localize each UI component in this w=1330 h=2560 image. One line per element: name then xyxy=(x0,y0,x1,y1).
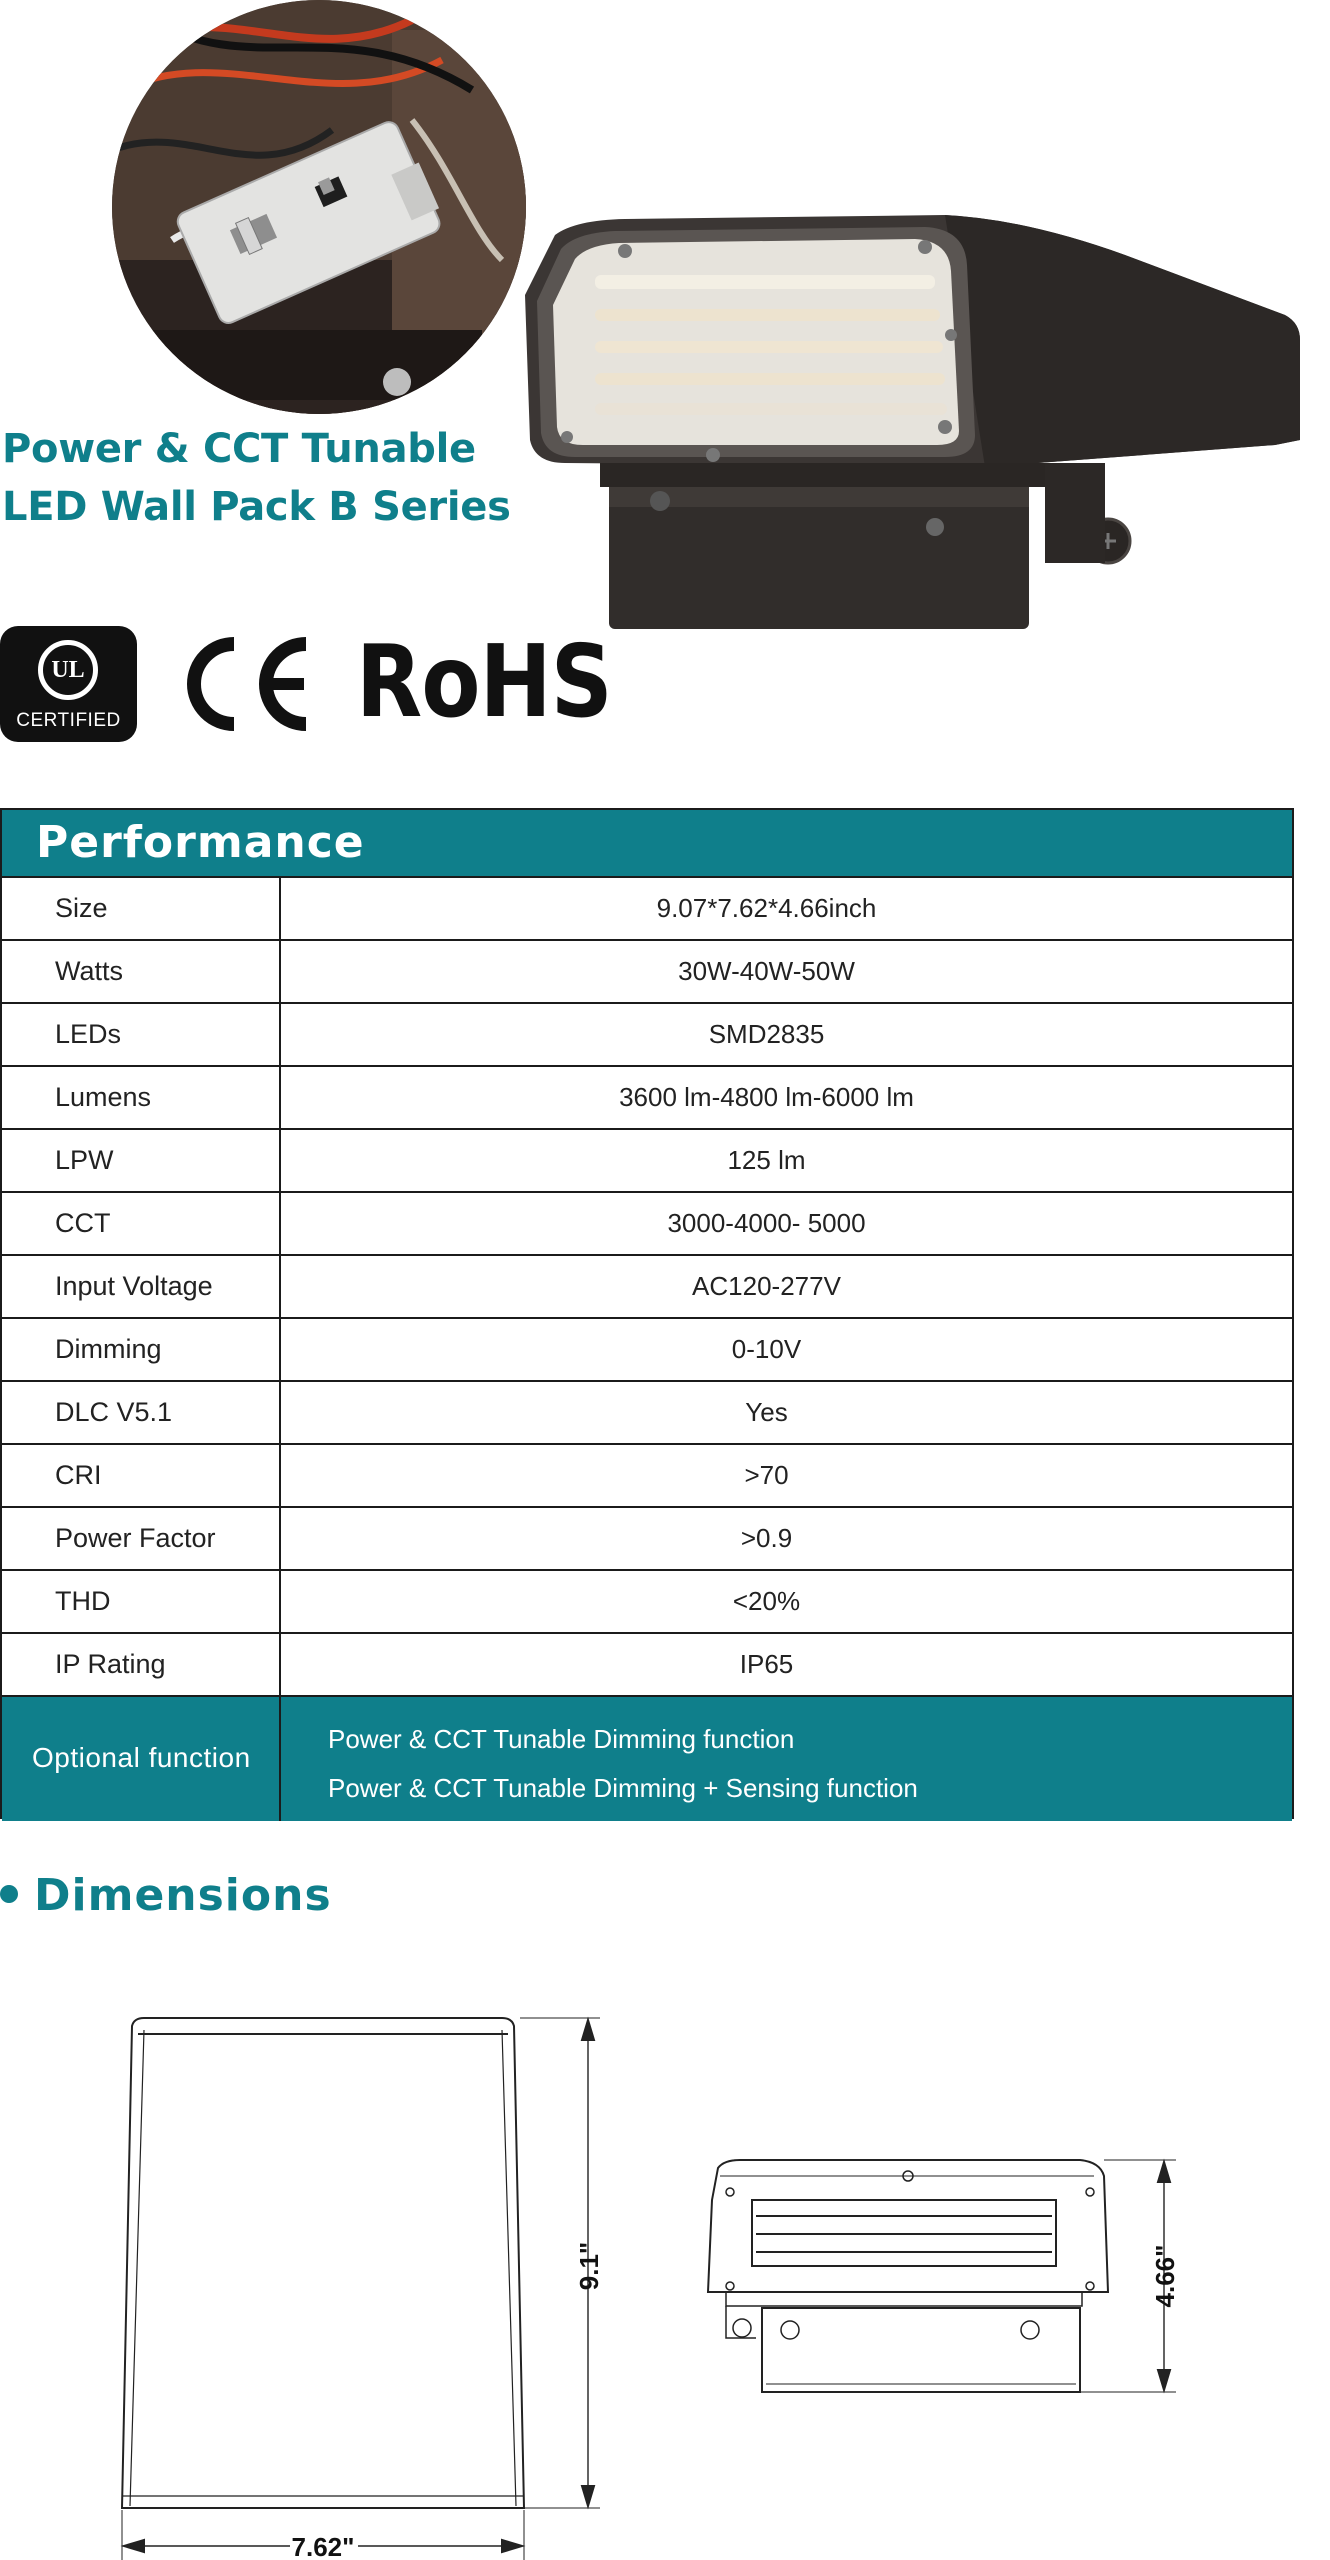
row-label: IP Rating xyxy=(2,1634,281,1695)
performance-table xyxy=(0,808,1294,1819)
row-label: CRI xyxy=(2,1445,281,1506)
wall-pack-product-photo xyxy=(505,205,1305,635)
table-row xyxy=(2,1065,1292,1128)
row-label: Power Factor xyxy=(2,1508,281,1569)
front-width-label: 7.62" xyxy=(291,2532,355,2560)
row-label: DLC V5.1 xyxy=(2,1382,281,1443)
optional-function-row xyxy=(2,1695,1292,1821)
ul-letters: UL xyxy=(51,657,85,683)
optional-function-label: Optional function xyxy=(2,1697,281,1821)
row-label: CCT xyxy=(2,1193,281,1254)
optional-function-list xyxy=(281,1697,1292,1821)
row-label: Input Voltage xyxy=(2,1256,281,1317)
row-value: 3000-4000- 5000 xyxy=(667,1208,866,1238)
ul-circle-icon xyxy=(38,640,98,700)
dimension-drawings xyxy=(0,1990,1330,2560)
table-row xyxy=(2,1506,1292,1569)
row-label: Size xyxy=(2,878,281,939)
front-view-drawing xyxy=(122,2018,600,2560)
side-height-label: 4.66" xyxy=(1150,2244,1180,2308)
driver-closeup-illustration xyxy=(112,0,526,414)
table-row xyxy=(2,876,1292,939)
table-row xyxy=(2,1632,1292,1695)
table-row xyxy=(2,1380,1292,1443)
wall-pack-illustration xyxy=(505,205,1305,635)
row-label: Lumens xyxy=(2,1067,281,1128)
ul-certified-text: CERTIFIED xyxy=(16,710,121,731)
rohs-logo: RoHS xyxy=(356,623,612,740)
row-value: >0.9 xyxy=(740,1523,793,1553)
row-label: Dimming xyxy=(2,1319,281,1380)
table-row xyxy=(2,1254,1292,1317)
table-row xyxy=(2,1191,1292,1254)
row-value: AC120-277V xyxy=(692,1271,841,1301)
table-row xyxy=(2,939,1292,1002)
table-row xyxy=(2,1128,1292,1191)
ce-mark-logo xyxy=(182,636,312,732)
optional-function-item: Power & CCT Tunable Dimming + Sensing function xyxy=(328,1773,918,1803)
table-row xyxy=(2,1569,1292,1632)
row-value: Yes xyxy=(745,1397,788,1427)
product-title-line1: Power & CCT Tunable xyxy=(2,426,476,472)
row-value: IP65 xyxy=(739,1649,794,1679)
row-label: Watts xyxy=(2,941,281,1002)
ul-certified-logo xyxy=(0,626,137,742)
table-row xyxy=(2,1443,1292,1506)
row-value: >70 xyxy=(744,1460,789,1490)
row-value: <20% xyxy=(732,1586,801,1616)
row-value: SMD2835 xyxy=(708,1019,825,1049)
row-value: 3600 lm-4800 lm-6000 lm xyxy=(619,1082,914,1112)
row-label: LPW xyxy=(2,1130,281,1191)
front-height-label: 9.1" xyxy=(574,2241,604,2291)
table-row xyxy=(2,1002,1292,1065)
ce-mark-icon xyxy=(182,636,312,732)
performance-header: Performance xyxy=(2,810,1292,876)
row-value: 0-10V xyxy=(731,1334,802,1364)
driver-closeup-photo xyxy=(112,0,526,414)
row-label: LEDs xyxy=(2,1004,281,1065)
row-value: 125 lm xyxy=(727,1145,806,1175)
optional-function-item: Power & CCT Tunable Dimming function xyxy=(328,1724,795,1754)
table-row xyxy=(2,1317,1292,1380)
row-value: 9.07*7.62*4.66inch xyxy=(656,893,877,923)
row-value: 30W-40W-50W xyxy=(678,956,855,986)
dimensions-heading xyxy=(0,1870,332,1921)
side-view-drawing xyxy=(708,2160,1176,2392)
bullet-icon xyxy=(0,1885,18,1903)
row-label: THD xyxy=(2,1571,281,1632)
product-title-line2: LED Wall Pack B Series xyxy=(2,484,511,530)
dimensions-title: Dimensions xyxy=(34,1870,332,1921)
product-title xyxy=(2,420,511,536)
